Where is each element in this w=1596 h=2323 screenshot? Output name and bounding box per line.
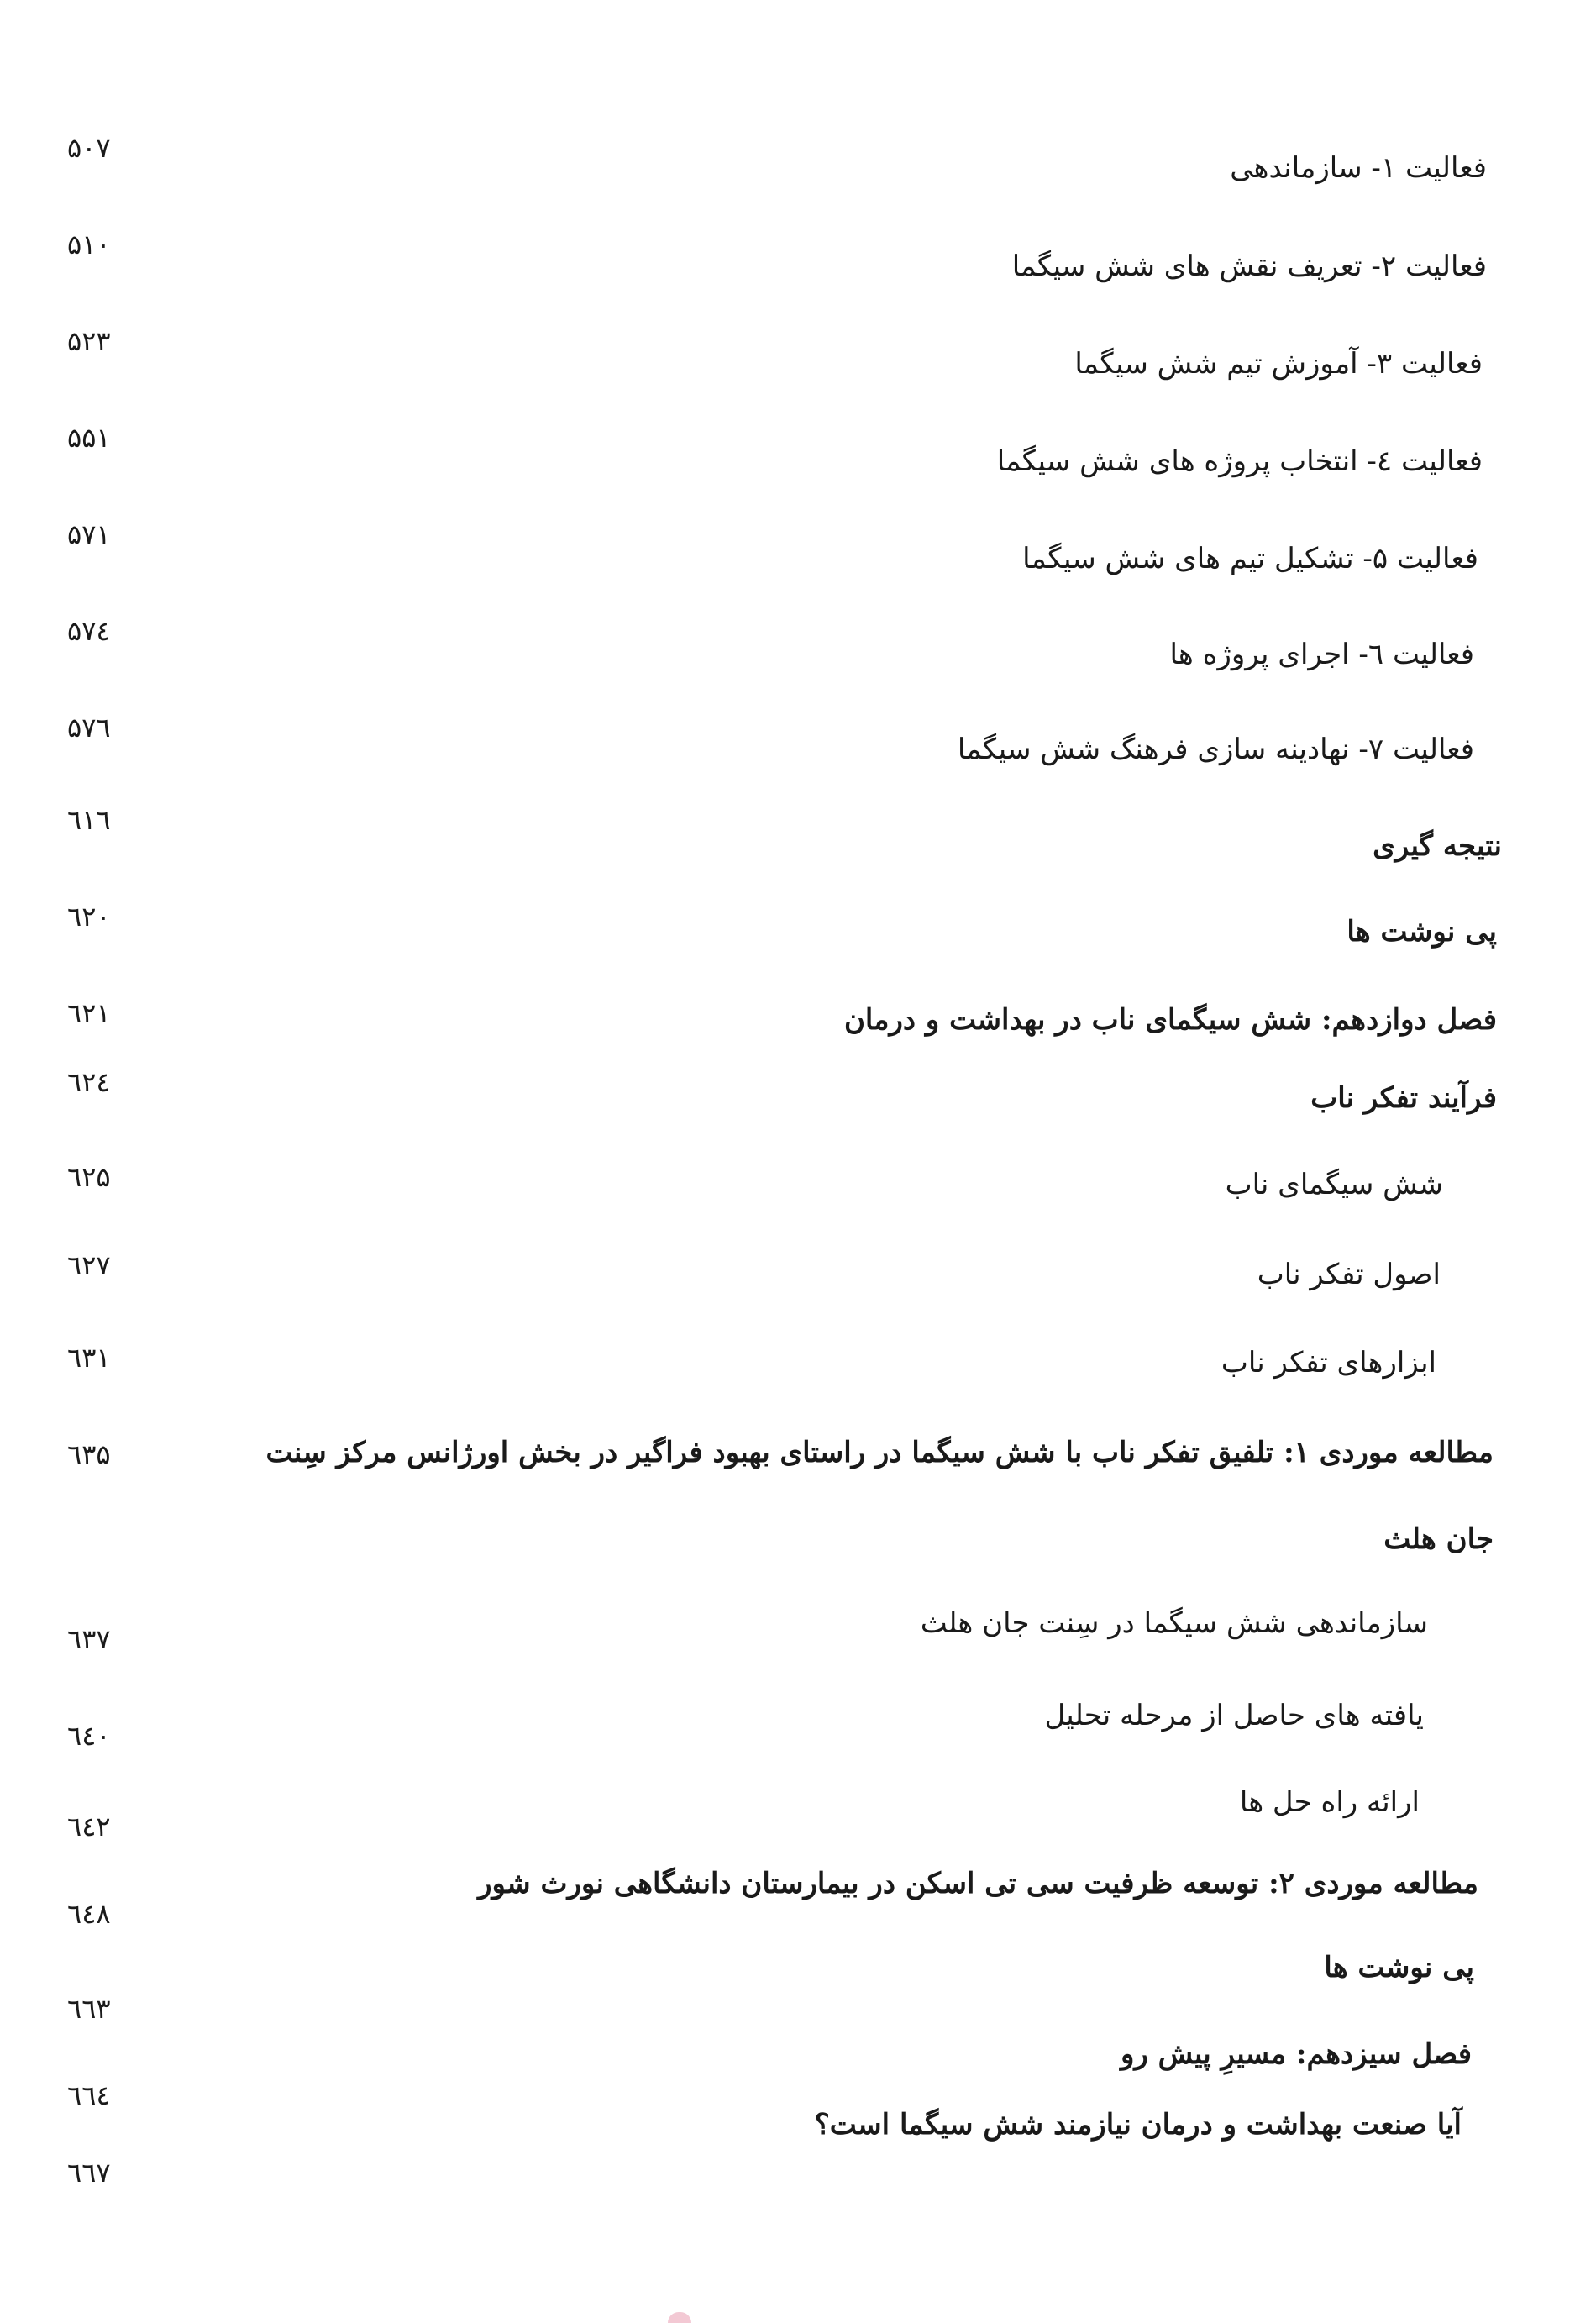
toc-entry-page: ٦٦۷ bbox=[67, 2157, 111, 2189]
toc-entry-title: آیا صنعت بهداشت و درمان نیازمند شش سیگما است؟ bbox=[814, 2108, 1462, 2142]
toc-entry-page: ۵۷۱ bbox=[67, 518, 111, 550]
toc-entry-page: ۵۱۰ bbox=[67, 229, 111, 260]
toc-entry-title: فعالیت ۳- آموزش تیم شش سیگما bbox=[1074, 347, 1483, 381]
toc-entry-page: ٦۲۰ bbox=[67, 901, 111, 933]
toc-entry-page: ٦۳۷ bbox=[67, 1623, 111, 1655]
toc-entry-title: مطالعه موردی ۲: توسعه ظرفیت سی تی اسکن در بیمارستان دانشگاهی نورث شور bbox=[478, 1867, 1478, 1900]
toc-entry-title: فعالیت ۷- نهادینه سازی فرهنگ شش سیگما bbox=[957, 733, 1474, 766]
toc-entry-title: ابزارهای تفکر ناب bbox=[1221, 1346, 1436, 1380]
toc-entry-page: ٦٦٤ bbox=[67, 2079, 111, 2111]
toc-entry-page: ٦٤۰ bbox=[67, 1720, 111, 1752]
toc-entry-page: ۵۲۳ bbox=[67, 325, 111, 357]
toc-entry-page: ٦۲٤ bbox=[67, 1066, 111, 1098]
toc-entry-page: ٦۲۱ bbox=[67, 997, 111, 1029]
page-edge-tab bbox=[668, 2312, 691, 2323]
toc-entry-title: فعالیت ٦- اجرای پروژه ها bbox=[1169, 638, 1474, 671]
toc-entry-title: فعالیت ۲- تعریف نقش های شش سیگما bbox=[1011, 250, 1487, 283]
toc-entry-title: فعالیت ۱- سازماندهی bbox=[1230, 151, 1487, 185]
toc-entry-page: ۵۰۷ bbox=[67, 132, 111, 164]
toc-entry-title: مطالعه موردی ۱: تلفیق تفکر ناب با شش سیگما در راستای بهبود فراگیر در بخش اورژانس مرکز سِنت bbox=[265, 1436, 1494, 1469]
toc-entry-page: ۵۷٦ bbox=[67, 712, 111, 744]
toc-entry-title: اصول تفکر ناب bbox=[1257, 1258, 1441, 1291]
toc-entry-title: فصل سیزدهم: مسیرِ پیش رو bbox=[1120, 2037, 1472, 2071]
toc-entry-page: ٦۳۱ bbox=[67, 1342, 111, 1374]
toc-entry-title: یافته های حاصل از مرحله تحلیل bbox=[1044, 1699, 1424, 1732]
toc-entry-page: ٦٤۸ bbox=[67, 1898, 111, 1930]
toc-entry-title: فعالیت ۵- تشکیل تیم های شش سیگما bbox=[1022, 542, 1478, 575]
toc-entry-title: فصل دوازدهم: شش سیگمای ناب در بهداشت و درمان bbox=[843, 1003, 1497, 1037]
toc-entry-title: پی نوشت ها bbox=[1347, 915, 1497, 949]
toc-entry-page: ۵۵۱ bbox=[67, 422, 111, 454]
toc-entry-page: ٦۲۵ bbox=[67, 1161, 111, 1193]
toc-entry-title: ارائه راه حل ها bbox=[1239, 1785, 1420, 1819]
toc-entry-page: ٦٦۳ bbox=[67, 1993, 111, 2025]
toc-entry-page: ٦٤۲ bbox=[67, 1811, 111, 1842]
toc-entry-title: پی نوشت ها bbox=[1324, 1951, 1474, 1984]
toc-entry-title: نتیجه گیری bbox=[1373, 829, 1502, 863]
toc-entry-page: ٦۱٦ bbox=[67, 804, 111, 836]
toc-entry-page: ۵۷٤ bbox=[67, 615, 111, 647]
toc-entry-title: شش سیگمای ناب bbox=[1225, 1168, 1443, 1201]
toc-entry-title-continuation: جان هلث bbox=[1383, 1522, 1494, 1556]
toc-entry-page: ٦۲۷ bbox=[67, 1249, 111, 1281]
toc-entry-title: سازماندهی شش سیگما در سِنت جان هلث bbox=[920, 1606, 1428, 1640]
toc-entry-page: ٦۳۵ bbox=[67, 1438, 111, 1470]
toc-entry-title: فرآیند تفکر ناب bbox=[1310, 1081, 1497, 1115]
toc-entry-title: فعالیت ٤- انتخاب پروژه های شش سیگما bbox=[996, 444, 1483, 478]
